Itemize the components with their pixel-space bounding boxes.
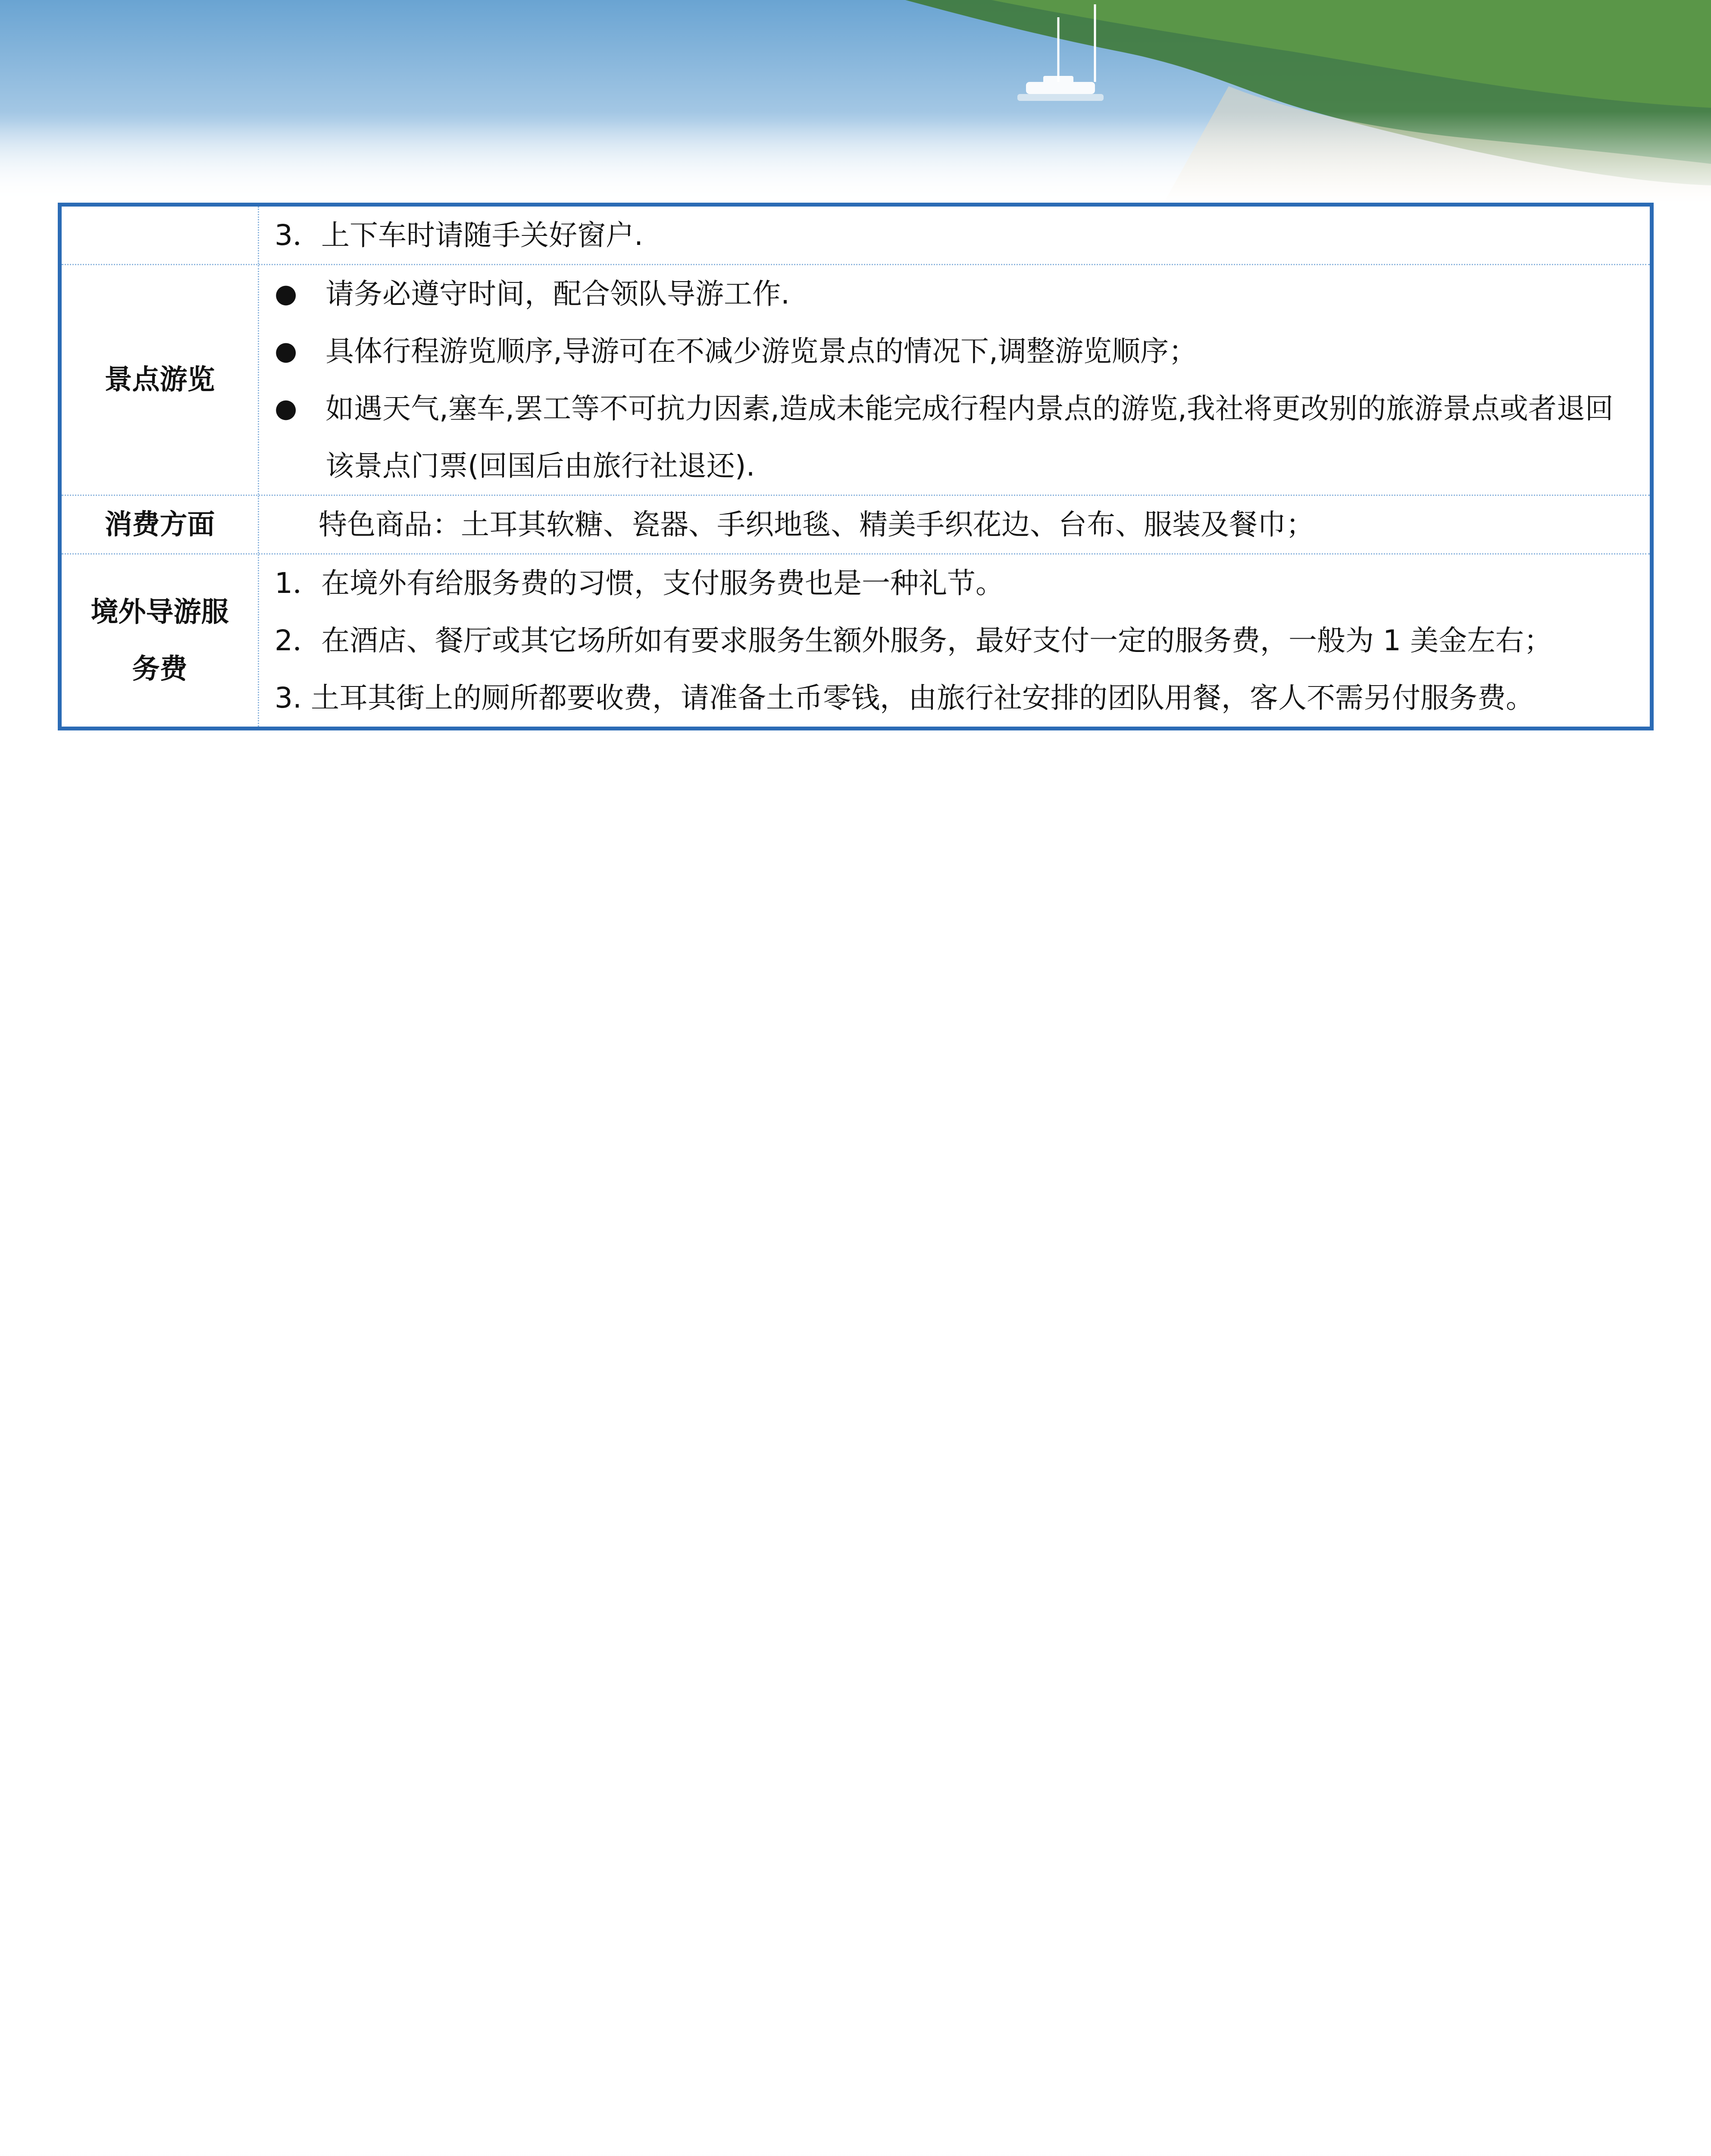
row-label-guide-fee (62, 555, 259, 727)
bullet-icon: ● (275, 279, 297, 309)
row-content (259, 496, 1650, 553)
table-row (62, 207, 1650, 264)
bullet-item (275, 265, 1637, 323)
bullet-icon: ● (275, 336, 297, 366)
row-label (62, 207, 259, 264)
row-label-line: 务费 (132, 653, 188, 685)
travel-notes-table (58, 203, 1654, 730)
row-content (259, 207, 1650, 264)
bullet-item (275, 380, 1637, 495)
bullet-icon: ● (275, 393, 297, 423)
header-banner-image (0, 0, 1711, 203)
content-line: 3. 土耳其街上的厕所都要收费，请准备土币零钱，由旅行社安排的团队用餐，客人不需另付服务费。 (275, 681, 1534, 714)
bullet-text: 请务必遵守时间，配合领队导游工作. (325, 277, 790, 310)
content-line: 2．在酒店、餐厅或其它场所如有要求服务生额外服务，最好支付一定的服务费，一般为 1 美金左右； (275, 624, 1552, 657)
row-label-sightseeing: 景点游览 (62, 265, 259, 495)
content-line: 1．在境外有给服务费的习惯，支付服务费也是一种礼节。 (275, 567, 1004, 600)
table-row (62, 264, 1650, 495)
content-line: 3．上下车时请随手关好窗户. (275, 219, 643, 252)
bullet-text: 如遇天气,塞车,罢工等不可抗力因素,造成未能完成行程内景点的游览,我社将更改别的旅游景点或者退回该景点门票(回国后由旅行社退还). (325, 392, 1614, 483)
bullet-item (275, 323, 1637, 380)
footer-banner-image (0, 2139, 1711, 2156)
table-row (62, 495, 1650, 553)
footer-banner-illustration (0, 2139, 1711, 2156)
row-content (259, 265, 1650, 495)
header-banner-illustration (0, 0, 1711, 203)
row-label-line: 境外导游服 (91, 596, 229, 628)
row-label-shopping: 消费方面 (62, 496, 259, 553)
bullet-text: 具体行程游览顺序,导游可在不减少游览景点的情况下,调整游览顺序； (325, 335, 1197, 368)
row-content (259, 555, 1650, 727)
content-line: 特色商品：土耳其软糖、瓷器、手织地毯、精美手织花边、台布、服装及餐巾； (319, 508, 1314, 541)
table-row (62, 553, 1650, 727)
